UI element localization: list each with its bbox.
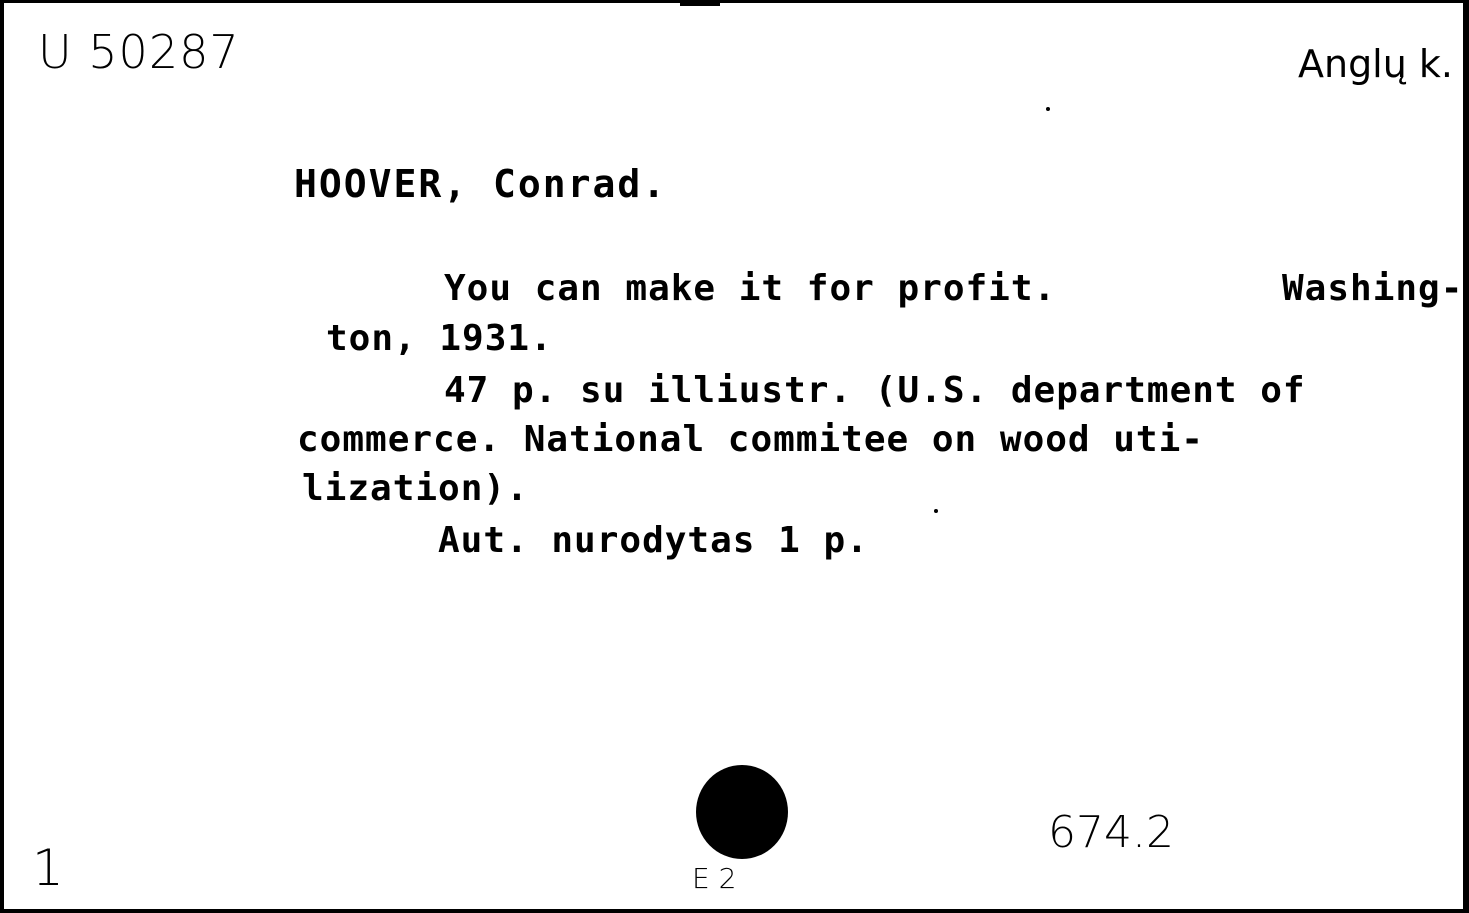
series-line-end: lization). [302,468,529,509]
call-number: U 50287 [38,25,240,79]
ink-speck [1046,107,1050,111]
publication-year-line: ton, 1931. [326,318,553,359]
language-label: Anglų k. [1297,42,1453,86]
ink-speck [934,509,938,513]
collation-line: 47 p. su illiustr. (U.S. department of [444,370,1306,411]
publication-place: Washing- [1282,268,1464,309]
title-line: You can make it for profit. [444,268,1057,309]
stamp-mark: E 2 [692,862,737,895]
punch-hole [696,765,788,859]
card-notch [680,0,720,6]
author-heading: HOOVER, Conrad. [294,162,668,206]
card-number: 1 [32,839,64,897]
series-line: commerce. National commitee on wood uti- [297,419,1204,460]
author-note: Aut. nurodytas 1 p. [438,520,869,561]
classification-number: 674.2 [1048,807,1174,858]
